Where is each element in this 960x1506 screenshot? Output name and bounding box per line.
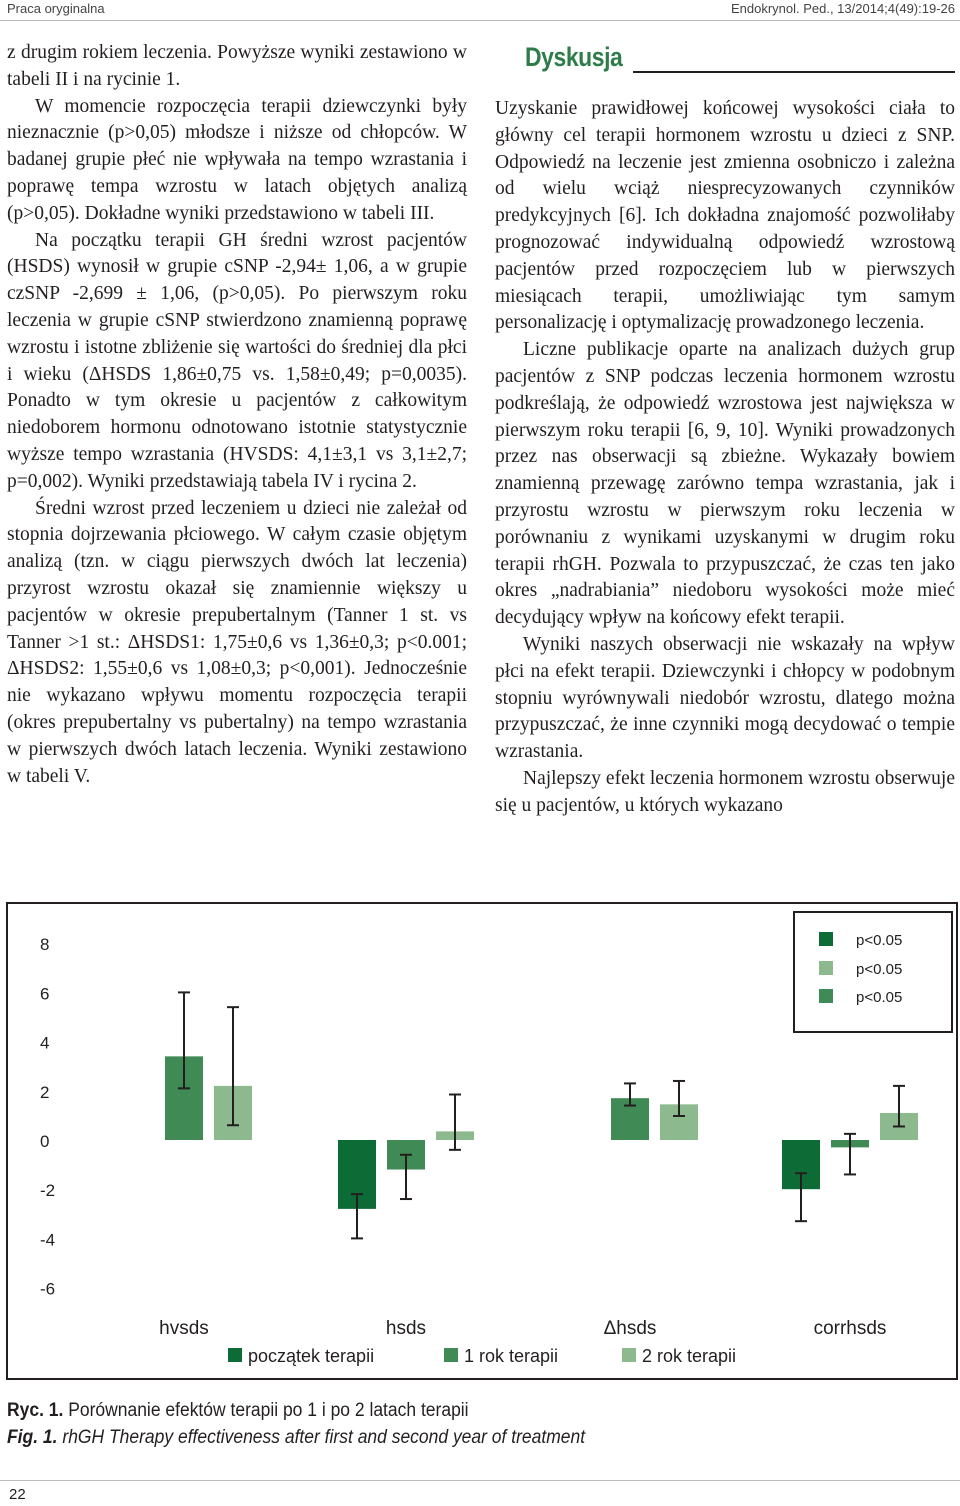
caption-polish	[7, 1400, 469, 1422]
y-tick-label: 4	[40, 1033, 50, 1053]
inset-legend-label: p<0.05	[856, 989, 903, 1006]
caption-polish-label: Ryc. 1.	[7, 1400, 64, 1421]
x-category-label: corrhsds	[813, 1318, 887, 1339]
right-text-column	[495, 96, 955, 820]
caption-english-label: Fig. 1.	[7, 1427, 58, 1448]
page-number: 22	[9, 1486, 26, 1503]
heading-rule	[633, 71, 955, 73]
legend-label: początek terapii	[248, 1346, 375, 1366]
paragraph: Liczne publikacje oparte na analizach dużych grup pacjentów z SNP podczas leczenia hormonem wzrostu podkreślają, że odpowiedź wzrostowa jest największa w pierwszym roku terapii [6, 9, 10]. Wyniki prowadzonych przez nas obserwacji są zbieżne. Wykazały bowiem znamienną przewagę zarówno tempa wzrastania, jak i przyrostu wzrostu w pierwszym roku leczenia w porównaniu z wynikami uzyskanymi w drugim roku terapii rhGH. Pozwala to przypuszczać, że czas ten jako okres „nadrabiania” niedoboru wysokości może mieć decydujący wpływ na końcowy efekt terapii.	[495, 339, 955, 629]
legend-swatch	[444, 1348, 458, 1362]
figure-frame	[6, 902, 958, 1380]
footer-rule	[0, 1480, 960, 1481]
paragraph: Najlepszy efekt leczenia hormonem wzrostu obserwuje się u pacjentów, u których wykazano	[495, 767, 955, 816]
y-tick-label: 6	[40, 984, 50, 1004]
y-tick-label: 2	[40, 1082, 50, 1102]
inset-legend-label: p<0.05	[856, 961, 903, 978]
paragraph: Wyniki naszych obserwacji nie wskazały na wpływ płci na efekt terapii. Dziewczynki i chłopcy w podobnym stopniu wyrównywali niedobór wzrostu, dlatego można przypuszczać, że inne czynniki mogą decydować o tempie wzrastania.	[495, 633, 955, 763]
paragraph: Uzyskanie prawidłowej końcowej wysokości ciała to główny cel terapii hormonem wzrostu u dzieci z SNP. Odpowiedź na leczenie jest zmienna osobniczo i zależna od wielu wciąż niesprecyzowanych czynników predykcyjnych [6]. Ich dokładna znajomość pozwoliłaby prognozować indywidualną odpowiedź wzrostową pacjentów przed rozpoczęciem lub w pierwszych miesiącach terapii, umożliwiając tym samym personalizację i optymalizację prowadzonego leczenia.	[495, 98, 955, 334]
inset-legend-swatch	[819, 989, 833, 1003]
paragraph: Średni wzrost przed leczeniem u dzieci nie zależał od stopnia dojrzewania płciowego. W całym czasie objętym analizą (tzn. w ciągu pierwszych dwóch lat leczenia) przyrost wzrostu okazał się znamiennie większy u pacjentów w okresie prepubertalnym (Tanner 1 st. vs Tanner >1 st.: ΔHSDS1: 1,75±0,6 vs 1,36±0,3; p<0.001; ΔHSDS2: 1,55±0,6 vs 1,08±0,3; p<0,001). Jednocześnie nie wykazano wpływu momentu rozpoczęcia terapii (okres prepubertalny vs pubertalny) na tempo wzrastania w pierwszych dwóch latach leczenia. Wyniki zestawiono w tabeli V.	[7, 497, 467, 787]
y-tick-label: 8	[40, 935, 50, 955]
x-category-label: Δhsds	[603, 1318, 657, 1339]
paragraph: Na początku terapii GH średni wzrost pacjentów (HSDS) wynosił w grupie cSNP -2,94± 1,06, a w grupie czSNP -2,699 ± 1,06, (p>0,05). Po pierwszym roku leczenia w grupie cSNP stwierdzono znamienną poprawę wzrostu i istotne zbliżenie się wartości do średniej dla płci i wieku (ΔHSDS 1,86±0,75 vs. 1,58±0,49; p=0,0035). Ponadto w tym okresie u pacjentów z całkowitym niedoborem hormonu odnotowano istotnie statystycznie wyższe tempo wzrastania (HVSDS: 4,1±3,1 vs 3,1±2,7; p=0,002). Wyniki przedstawiają tabela IV i rycina 2.	[7, 229, 467, 492]
caption-polish-text: Porównanie efektów terapii po 1 i po 2 latach terapii	[63, 1400, 469, 1421]
y-tick-label: -6	[40, 1279, 56, 1299]
caption-english	[7, 1427, 585, 1449]
paragraph: W momencie rozpoczęcia terapii dziewczynki były nieznacznie (p>0,05) młodsze i niższe od chłopców. W badanej grupie płeć nie wpływała na tempo wzrastania i poprawę tempa wzrostu w latach objętych analizą (p>0,05). Dokładne wyniki przedstawiono w tabeli III.	[7, 95, 467, 224]
caption-english-text: rhGH Therapy effectiveness after first and second year of treatment	[57, 1427, 586, 1448]
legend-label: 2 rok terapii	[642, 1346, 737, 1366]
inset-legend-swatch	[819, 961, 833, 975]
x-category-label: hvsds	[159, 1318, 209, 1339]
header-rule	[0, 20, 960, 21]
left-text-column	[7, 40, 467, 790]
y-tick-label: -4	[40, 1230, 56, 1250]
inset-legend-swatch	[819, 932, 833, 946]
legend-swatch	[622, 1348, 636, 1362]
bar-chart	[8, 904, 956, 1378]
y-tick-label: 0	[40, 1132, 50, 1151]
running-header-right: Endokrynol. Ped., 13/2014;4(49):19-26	[730, 1, 955, 16]
paragraph: z drugim rokiem leczenia. Powyższe wyniki zestawiono w tabeli II i na rycinie 1.	[7, 42, 467, 90]
legend-label: 1 rok terapii	[464, 1346, 559, 1366]
legend-swatch	[228, 1348, 242, 1362]
x-category-label: hsds	[385, 1318, 427, 1339]
y-tick-label: -2	[40, 1181, 56, 1201]
inset-legend-label: p<0.05	[856, 932, 903, 949]
discussion-heading: Dyskusja	[525, 42, 623, 72]
running-header-left: Praca oryginalna	[7, 1, 105, 16]
